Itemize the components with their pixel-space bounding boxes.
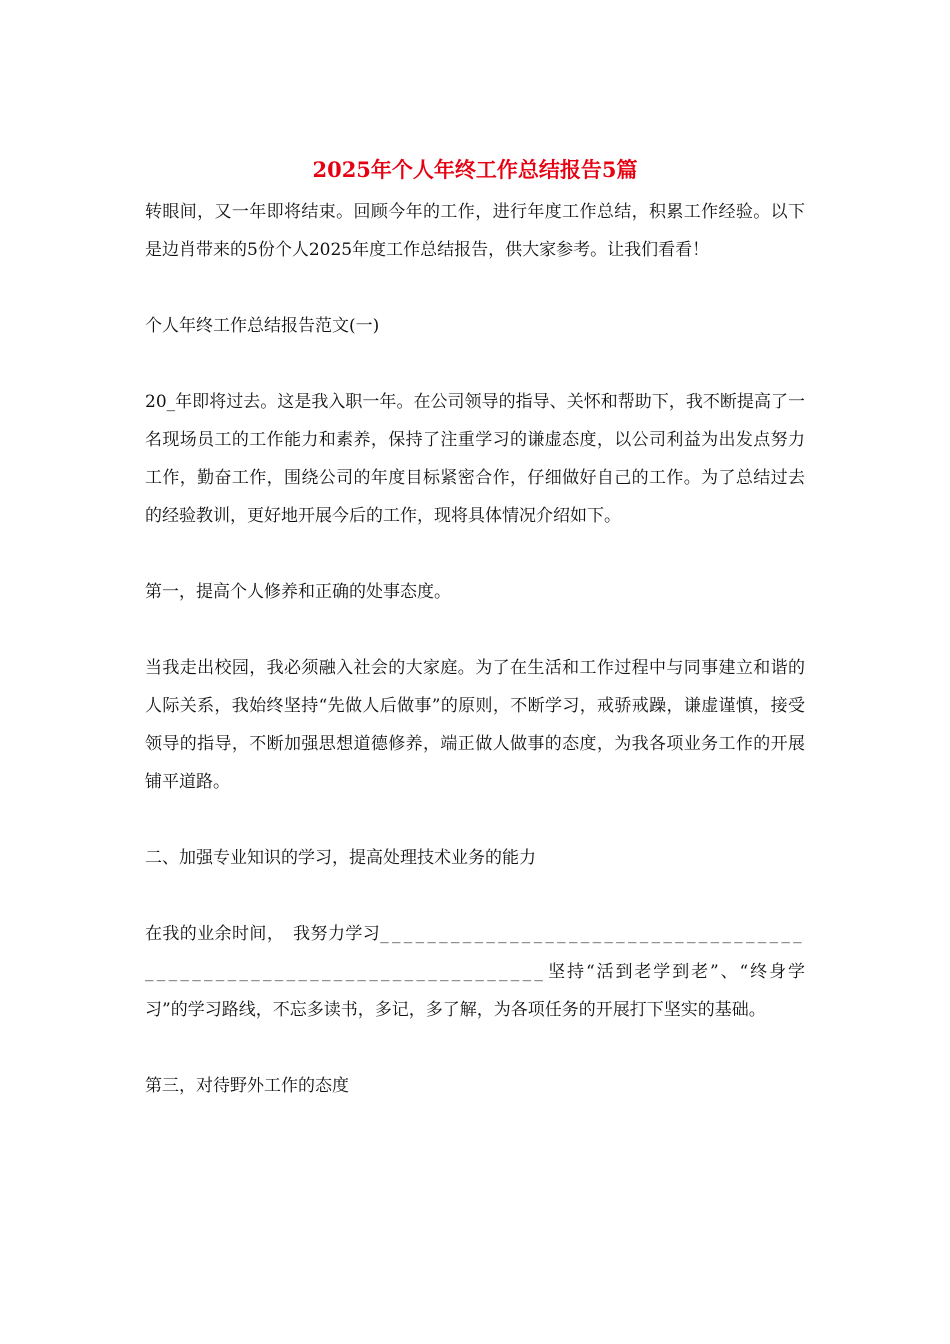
section-heading-sample-one: 个人年终工作总结报告范文(一) <box>145 316 380 336</box>
study-text-start: 在我的业余时间， 我努力学习 <box>145 924 381 944</box>
document-title: 2025年个人年终工作总结报告5篇 <box>312 157 638 182</box>
study-text-end: 坚持“活到老学到老”、“终身学习”的学习路线，不忘多读书，多记，多了解，为各项任务的开展打下坚实的基础。 <box>145 962 805 1020</box>
section-heading-first: 第一，提高个人修养和正确的处事态度。 <box>145 582 451 602</box>
section-heading-third: 第三，对待野外工作的态度 <box>145 1076 349 1096</box>
study-blank-underline: ______________________________________________________________________ <box>145 924 805 982</box>
document-body <box>145 193 805 1143</box>
body-paragraph-study <box>145 915 805 1029</box>
section-heading-second: 二、加强专业知识的学习，提高处理技术业务的能力 <box>145 848 536 868</box>
body-paragraph-overview: 20_年即将过去。这是我入职一年。在公司领导的指导、关怀和帮助下，我不断提高了一名现场员工的工作能力和素养，保持了注重学习的谦虚态度，以公司利益为出发点努力工作，勤奋工作，围绕公司的年度目标紧密合作，仔细做好自己的工作。为了总结过去的经验教训，更好地开展今后的工作，现将具体情况介绍如下。 <box>145 392 805 526</box>
body-paragraph-attitude: 当我走出校园，我必须融入社会的大家庭。为了在生活和工作过程中与同事建立和谐的人际关系，我始终坚持“先做人后做事”的原则，不断学习，戒骄戒躁，谦虚谨慎，接受领导的指导，不断加强思想道德修养，端正做人做事的态度，为我各项业务工作的开展铺平道路。 <box>145 658 805 792</box>
intro-paragraph: 转眼间，又一年即将结束。回顾今年的工作，进行年度工作总结，积累工作经验。以下是边肖带来的5份个人2025年度工作总结报告，供大家参考。让我们看看！ <box>145 202 805 260</box>
